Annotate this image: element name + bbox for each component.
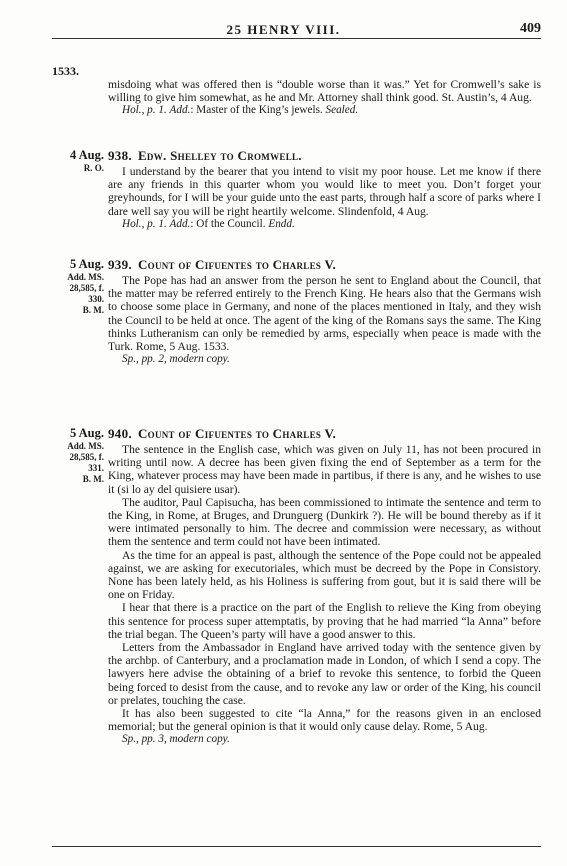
entry-heading: [108, 257, 541, 273]
entry-source-line: 28,585, f. 331.: [69, 452, 104, 473]
note-add-text: : Of the Council.: [190, 217, 266, 230]
year-marker: 1533.: [52, 64, 79, 78]
document-note: [108, 104, 541, 117]
entry-source-line: B. M.: [82, 305, 104, 315]
entry-number: 939.: [108, 257, 132, 272]
entry-source-line: Add. MS.: [67, 441, 104, 451]
entry-title: Count of Cifuentes to Charles V.: [137, 426, 337, 441]
entry-margin: [52, 148, 104, 174]
paragraph: I understand by the bearer that you intend to visit my poor house. Let me know if there are any friends in this quarter whom you would like to meet you. Don’t forget your greyhounds, for I will be your guide unto the east parts, through half a score of parks where I dare well say you will be right heartily welcome. Slindenfold, 4 Aug.: [108, 165, 541, 218]
paragraph: The sentence in the English case, which was given on July 11, has not been procured in writing until now. A decree has been given fixing the end of September as a term for the King, whatever process may have been made in partibus, if there is any, and he wishes to use it (si lo ay del quisiere usar).: [108, 443, 541, 496]
entry-body: [108, 426, 541, 746]
note-extra: Endd.: [268, 217, 295, 230]
entry-source-line: B. M.: [82, 474, 104, 484]
note-add-label: Add.: [169, 217, 191, 230]
paragraph: misdoing what was offered then is “double worse than it was.” Yet for Cromwell’s sake is willing to give him somewhat, as he and Mr. Attorney shall think good. St. Austin’s, 4 Aug.: [108, 78, 541, 105]
entry-date: 5 Aug.: [69, 257, 104, 271]
paragraph: Letters from the Ambassador in England have arrived today with the sentence given by the archbp. of Canterbury, and a proclamation made in London, of which I send a copy. The lawyers here advise the obtaining of a brief to revoke this sentence, to forbid the Queen being forced to desist from the cause, and to revoke any law or order of the King, his council or prelates, touching the case.: [108, 641, 541, 707]
running-title: 25 HENRY VIII.: [226, 22, 341, 37]
header-rule: [52, 38, 541, 39]
entry-body: [108, 78, 541, 117]
entry-margin: [52, 257, 104, 316]
entry-heading: [108, 426, 541, 442]
page-number: 409: [520, 21, 541, 36]
entry-body: [108, 148, 541, 231]
note-add-text: : Master of the King’s jewels.: [190, 104, 323, 117]
entry-title: Edw. Shelley to Cromwell.: [137, 148, 302, 163]
note-add-label: Add.: [169, 104, 191, 117]
page-header: [0, 10, 567, 37]
entry-date: 4 Aug.: [69, 148, 104, 162]
footer-rule: [52, 846, 541, 847]
paragraph: The Pope has had an answer from the person he sent to England about the Council, that the matter may be referred entirely to the French King. He hears also that the Germans wish to choose some place in Germany, and none of the places mentioned in Italy, and they wish the Council to be held at once. The agent of the king of the Romans says the same. The King thinks Lutheranism can only be remedied by arms, especially when peace is made with the Turk. Rome, 5 Aug. 1533.: [108, 274, 541, 354]
entry-source-line: 28,585, f. 330.: [69, 283, 104, 304]
entry-heading: [108, 148, 541, 164]
entry-date: 5 Aug.: [69, 426, 104, 440]
entry-number: 938.: [108, 148, 132, 163]
paragraph: It has also been suggested to cite “la Anna,” for the reasons given in an enclosed memorial; but the general opinion is that it would only cause delay. Rome, 5 Aug.: [108, 707, 541, 734]
entry-source: R. O.: [83, 163, 104, 173]
entry-title: Count of Cifuentes to Charles V.: [137, 257, 337, 272]
paragraph: I hear that there is a practice on the part of the English to relieve the King from obeying this sentence for process super attemptatis, by proving that he had married “la Anna” before the trial began. The Queen’s party will have a good answer to this.: [108, 601, 541, 641]
entry-margin: [52, 426, 104, 485]
document-note: Sp., pp. 2, modern copy.: [122, 353, 230, 366]
note-hol: Hol., p. 1.: [122, 217, 167, 230]
note-extra: Sealed.: [325, 104, 359, 117]
paragraph: The auditor, Paul Capisucha, has been commissioned to intimate the sentence and term to the King, in Rome, at Bruges, and Drunguerg (Dunkirk ?). He will be bound thereby as if it were intimated personally to him. The decree and commission were necessary, as without them the sentence and term could not have been intimated.: [108, 495, 541, 549]
entry-number: 940.: [108, 426, 132, 441]
document-note: [108, 218, 541, 231]
document-note: Sp., pp. 3, modern copy.: [122, 733, 230, 746]
paragraph: As the time for an appeal is past, although the sentence of the Pope could not be appealed against, we are asking for executoriales, which must be decreed by the Pope in Consistory. None has been lately held, as his Holiness is suffering from gout, but it is said there will be one on Friday.: [108, 548, 541, 602]
note-hol: Hol., p. 1.: [122, 104, 167, 117]
entry-source-line: Add. MS.: [67, 272, 104, 282]
entry-body: [108, 257, 541, 366]
